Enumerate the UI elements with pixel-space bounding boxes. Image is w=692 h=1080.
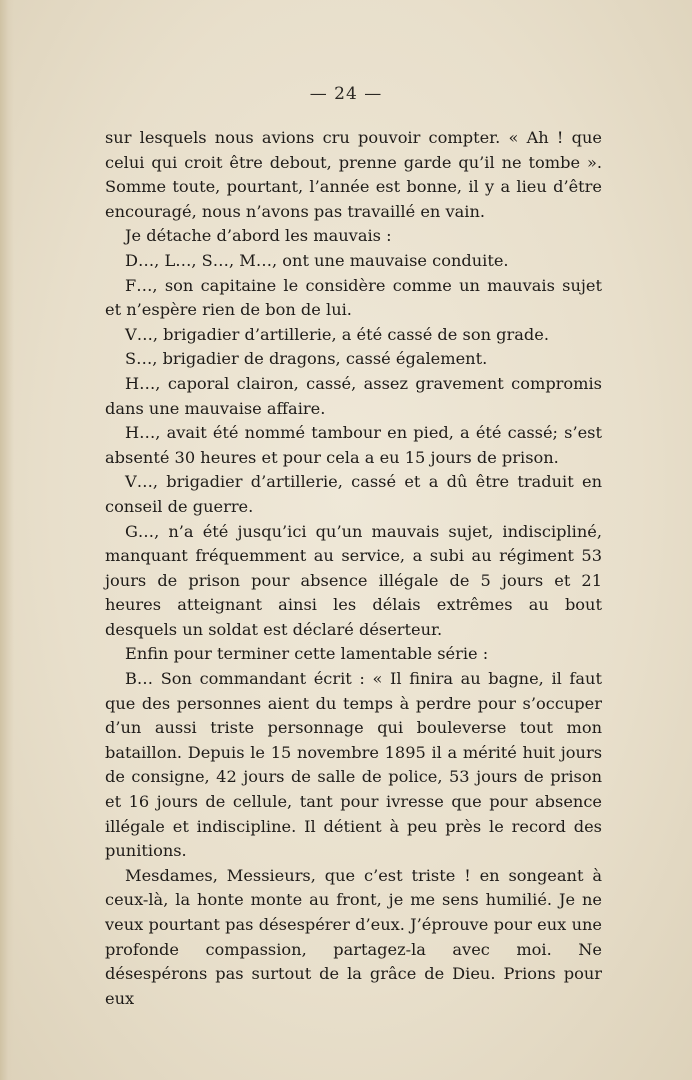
paragraph: B… Son commandant écrit : « Il finira au bagne, il faut que des personnes aient du temps à perdre pour s’occuper d’un aussi triste personnage qui bouleverse tout mon bataillon. Depuis le 15 novembre 1895 il a mérité huit jours de consigne, 42 jours de salle de police, 53 jours de prison et 16 jours de cellule, tant pour ivresse que pour absence illégale et indiscipline. Il détient à peu près le record des punitions.	[105, 669, 602, 861]
paragraph: Je détache d’abord les mauvais :	[125, 226, 392, 246]
page-spine-shadow	[0, 0, 14, 1080]
paragraph: Mesdames, Messieurs, que c’est triste ! en songeant à ceux-là, la honte monte au front, je me sens humilié. Je ne veux pourtant pas désespérer d’eux. J’éprouve pour eux une profonde compassion, partagez-la avec moi. Ne désespérons pas surtout de la grâce de Dieu. Prions pour eux	[105, 865, 602, 1008]
paragraph: G…, n’a été jusqu’ici qu’un mauvais sujet, indiscipliné, manquant fréquemment au service, a subi au régiment 53 jours de prison pour absence illégale de 5 jours et 21 heures atteignant ainsi les délais extrêmes au bout desquels un soldat est déclaré déserteur.	[105, 521, 602, 639]
paragraph: F…, son capitaine le considère comme un mauvais sujet et n’espère rien de bon de lui.	[105, 275, 602, 320]
paragraph: sur lesquels nous avions cru pouvoir compter. « Ah ! que celui qui croit être debout, prenne garde qu’il ne tombe ». Somme toute, pourtant, l’année est bonne, il y a lieu d’être encouragé, nous n’avons pas travaillé en vain.	[105, 128, 602, 221]
paragraph: S…, brigadier de dragons, cassé également.	[125, 349, 488, 369]
page-number: — 24 —	[309, 84, 383, 104]
paragraph: H…, avait été nommé tambour en pied, a été cassé; s’est absenté 30 heures et pour cela a eu 15 jours de prison.	[105, 423, 602, 467]
body-text	[105, 126, 602, 1011]
paragraph: V…, brigadier d’artillerie, cassé et a dû être traduit en conseil de guerre.	[105, 472, 602, 516]
paragraph: D…, L…, S…, M…, ont une mauvaise conduite.	[125, 250, 509, 270]
paragraph: V…, brigadier d’artillerie, a été cassé de son grade.	[125, 324, 549, 344]
paragraph: Enfin pour terminer cette lamentable série :	[125, 644, 489, 664]
paragraph: H…, caporal clairon, cassé, assez gravement compromis dans une mauvaise affaire.	[105, 373, 602, 418]
